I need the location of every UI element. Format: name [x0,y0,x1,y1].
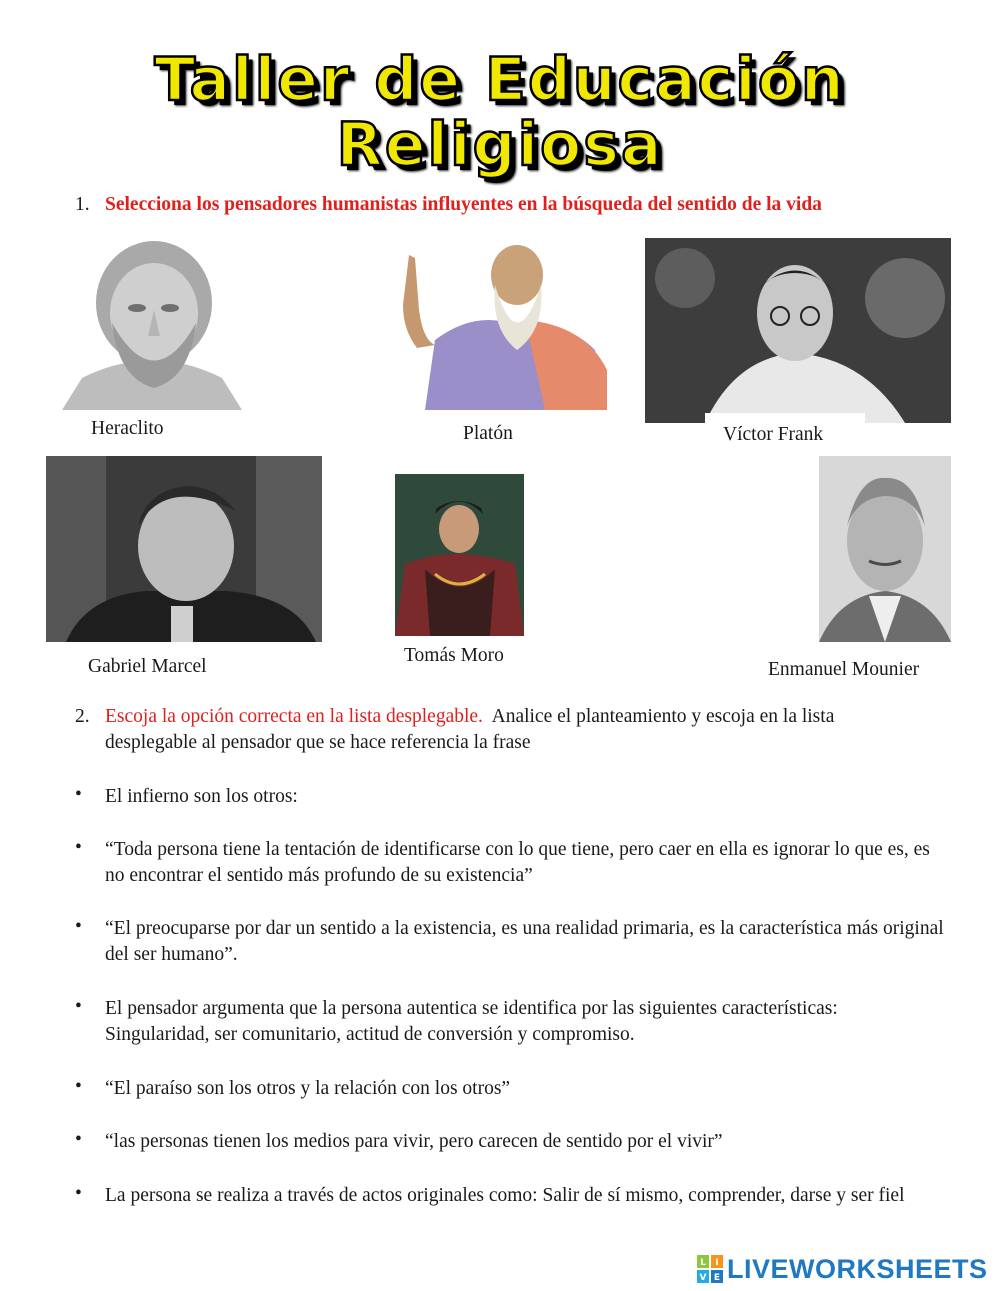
caption-gabriel-marcel: Gabriel Marcel [88,656,207,677]
bullet-marker: • [75,1129,82,1150]
logo-letter-l: L [700,1258,706,1268]
victor-frank-image [645,238,951,423]
page-title-line-1: Taller de Educación [154,45,846,115]
list-item: El infierno son los otros: [105,786,298,807]
tomas-moro-image [395,474,524,636]
bullet-marker: • [75,837,82,858]
question-2-instruction: Escoja la opción correcta en la lista desplegable. [105,706,483,727]
caption-heraclito: Heraclito [91,418,164,439]
list-item: “El paraíso son los otros y la relación con los otros” [105,1078,511,1099]
logo-letter-e: E [713,1273,721,1283]
question-2-text-line-1: Analice el planteamiento y escoja en la lista [491,706,835,727]
caption-tomas-moro: Tomás Moro [404,645,504,666]
bullet-marker: • [75,1076,82,1097]
caption-victor-frank: Víctor Frank [723,424,824,445]
logo-letter-v: V [699,1273,707,1283]
caption-enmanuel-mounier: Enmanuel Mounier [768,659,920,680]
question-2 [75,704,945,756]
list-item: La persona se realiza a través de actos originales como: Salir de sí mismo, comprender, darse y ser fiel [105,1185,905,1206]
liveworksheets-brand-text: LIVEWORKSHEETS [727,1253,988,1284]
heraclito-image [62,228,242,410]
logo-letter-i: I [715,1258,719,1268]
enmanuel-mounier-image [819,456,951,642]
question-1-text: Selecciona los pensadores humanistas influyentes en la búsqueda del sentido de la vida [105,194,822,215]
question-2-text-line-2: desplegable al pensador que se hace referencia la frase [105,732,531,753]
bullet-marker: • [75,784,82,805]
gabriel-marcel-image [46,456,322,642]
caption-platon: Platón [463,423,513,444]
question-1 [75,192,822,218]
bullet-marker: • [75,996,82,1017]
list-item: “las personas tienen los medios para vivir, pero carecen de sentido por el vivir” [105,1131,723,1152]
bullet-marker: • [75,1183,82,1204]
bullet-marker: • [75,916,82,937]
liveworksheets-logo-icon [697,1255,723,1283]
page-title-line-2: Religiosa [336,110,664,180]
list-item: “Toda persona tiene la tentación de identificarse con lo que tiene, pero caer en ella es ignorar lo que es, es no encontrar el sentido más profundo de su existencia” [105,839,930,886]
platon-image [395,230,607,410]
list-item: El pensador argumenta que la persona autentica se identifica por las siguientes características: Singularidad, ser comunitario, actitud de conversión y compromiso. [105,998,838,1045]
liveworksheets-logo [697,1254,988,1284]
question-1-number: 1. [75,194,90,215]
question-2-number: 2. [75,706,90,727]
list-item: “El preocuparse por dar un sentido a la existencia, es una realidad primaria, es la característica más original del ser humano”. [105,918,944,965]
